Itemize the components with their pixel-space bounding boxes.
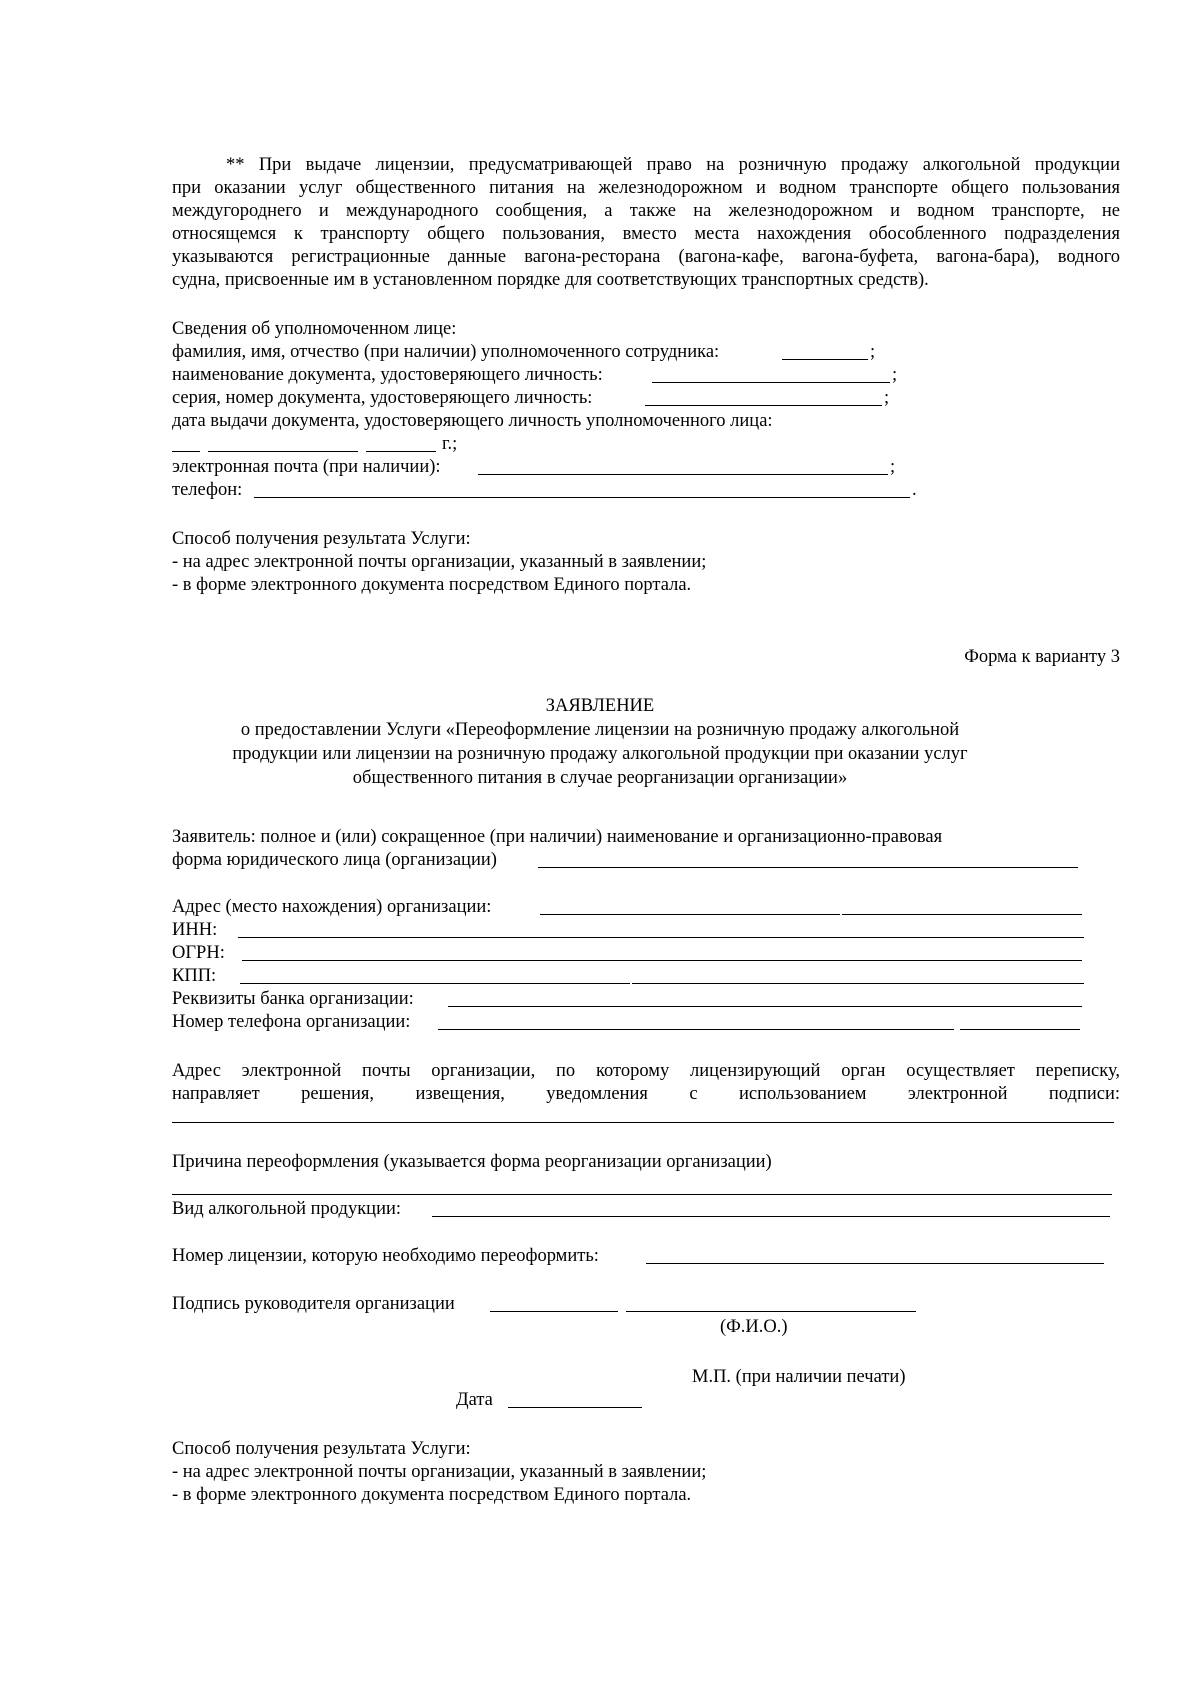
doc-name-field[interactable] [652, 382, 890, 383]
delivery-heading: Способ получения результата Услуги: [172, 529, 471, 549]
doc-series-field[interactable] [645, 405, 882, 406]
org-phone-field-2[interactable] [960, 1029, 1080, 1030]
inn-label: ИНН: [172, 920, 218, 940]
reason-field[interactable] [172, 1194, 1112, 1195]
applicant-line: Заявитель: полное и (или) сокращенное (при наличии) наименование и организационно-правовая [172, 827, 943, 847]
org-address-label: Адрес (место нахождения) организации: [172, 897, 492, 917]
bank-label: Реквизиты банка организации: [172, 989, 414, 1009]
signature-field[interactable] [490, 1311, 618, 1312]
product-label: Вид алкогольной продукции: [172, 1199, 402, 1219]
org-address-field[interactable] [540, 914, 840, 915]
subtitle-line: продукции или лицензии на розничную продажу алкогольной продукции при оказании услуг [232, 744, 968, 764]
footnote-line: ** При выдаче лицензии, предусматривающей право на розничную продажу алкогольной продукции [226, 155, 1120, 175]
ogrn-field[interactable] [242, 960, 1082, 961]
footnote-line: судна, присвоенные им в установленном порядке для соответствующих транспортных средств). [172, 270, 929, 290]
semicolon: ; [884, 388, 890, 408]
period: . [912, 480, 917, 500]
doc-date-label: дата выдачи документа, удостоверяющего личность уполномоченного лица: [172, 411, 773, 431]
authorized-email-field[interactable] [478, 474, 888, 475]
inn-field[interactable] [238, 937, 1084, 938]
stamp-label: М.П. (при наличии печати) [692, 1367, 906, 1387]
org-address-field-2[interactable] [842, 914, 1082, 915]
date-label: Дата [456, 1390, 493, 1410]
subtitle-line: общественного питания в случае реорганизации организации» [352, 768, 848, 788]
email-block-line: направляет решения, извещения, уведомления с использованием электронной подписи: [172, 1084, 1120, 1104]
footnote-line: при оказании услуг общественного питания на железнодорожном и водном транспорте общего пользования [172, 178, 1120, 198]
org-email-field[interactable] [172, 1122, 1114, 1123]
ogrn-label: ОГРН: [172, 943, 225, 963]
semicolon: ; [890, 457, 896, 477]
delivery-item: - на адрес электронной почты организации, указанный в заявлении; [172, 1462, 707, 1482]
applicant-name-field[interactable] [538, 867, 1078, 868]
reason-label: Причина переоформления (указывается форма реорганизации организации) [172, 1152, 772, 1172]
org-phone-label: Номер телефона организации: [172, 1012, 411, 1032]
org-phone-field[interactable] [438, 1029, 954, 1030]
doc-series-label: серия, номер документа, удостоверяющего личность: [172, 388, 593, 408]
year-suffix: г.; [442, 434, 458, 454]
license-field[interactable] [646, 1263, 1104, 1264]
footnote-line: указываются регистрационные данные вагона-ресторана (вагона-кафе, вагона-буфета, вагона-бара), водного [172, 247, 1120, 267]
delivery-item: - на адрес электронной почты организации, указанный в заявлении; [172, 552, 707, 572]
subtitle-line: о предоставлении Услуги «Переоформление лицензии на розничную продажу алкогольной [240, 720, 960, 740]
doc-date-year-field[interactable] [366, 451, 436, 452]
license-label: Номер лицензии, которую необходимо переоформить: [172, 1246, 599, 1266]
applicant-line: форма юридического лица (организации) [172, 850, 497, 870]
authorized-phone-label: телефон: [172, 480, 243, 500]
semicolon: ; [870, 342, 876, 362]
delivery-item: - в форме электронного документа посредством Единого портала. [172, 575, 692, 595]
doc-date-month-field[interactable] [208, 451, 358, 452]
kpp-field[interactable] [240, 983, 630, 984]
authorized-name-field[interactable] [782, 359, 868, 360]
form-variant-label: Форма к варианту 3 [964, 647, 1120, 667]
fio-caption: (Ф.И.О.) [720, 1317, 788, 1337]
product-field[interactable] [432, 1216, 1110, 1217]
page-title: ЗАЯВЛЕНИЕ [545, 696, 655, 716]
kpp-label: КПП: [172, 966, 217, 986]
fio-field[interactable] [626, 1311, 916, 1312]
authorized-heading: Сведения об уполномоченном лице: [172, 319, 457, 339]
footnote-line: междугороднего и международного сообщения, а также на железнодорожном и водном транспорте, не [172, 201, 1120, 221]
signature-label: Подпись руководителя организации [172, 1294, 455, 1314]
authorized-email-label: электронная почта (при наличии): [172, 457, 441, 477]
email-block-line: Адрес электронной почты организации, по которому лицензирующий орган осуществляет переписку, [172, 1061, 1120, 1081]
date-field[interactable] [508, 1407, 642, 1408]
kpp-field-2[interactable] [632, 983, 1084, 984]
doc-date-day-field[interactable] [172, 451, 200, 452]
bank-field[interactable] [448, 1006, 1082, 1007]
delivery-item: - в форме электронного документа посредством Единого портала. [172, 1485, 692, 1505]
authorized-phone-field[interactable] [254, 497, 910, 498]
doc-name-label: наименование документа, удостоверяющего личность: [172, 365, 603, 385]
authorized-name-label: фамилия, имя, отчество (при наличии) уполномоченного сотрудника: [172, 342, 720, 362]
semicolon: ; [892, 365, 898, 385]
footnote-line: относящемся к транспорту общего пользования, вместо места нахождения обособленного подразделения [172, 224, 1120, 244]
delivery-heading: Способ получения результата Услуги: [172, 1439, 471, 1459]
